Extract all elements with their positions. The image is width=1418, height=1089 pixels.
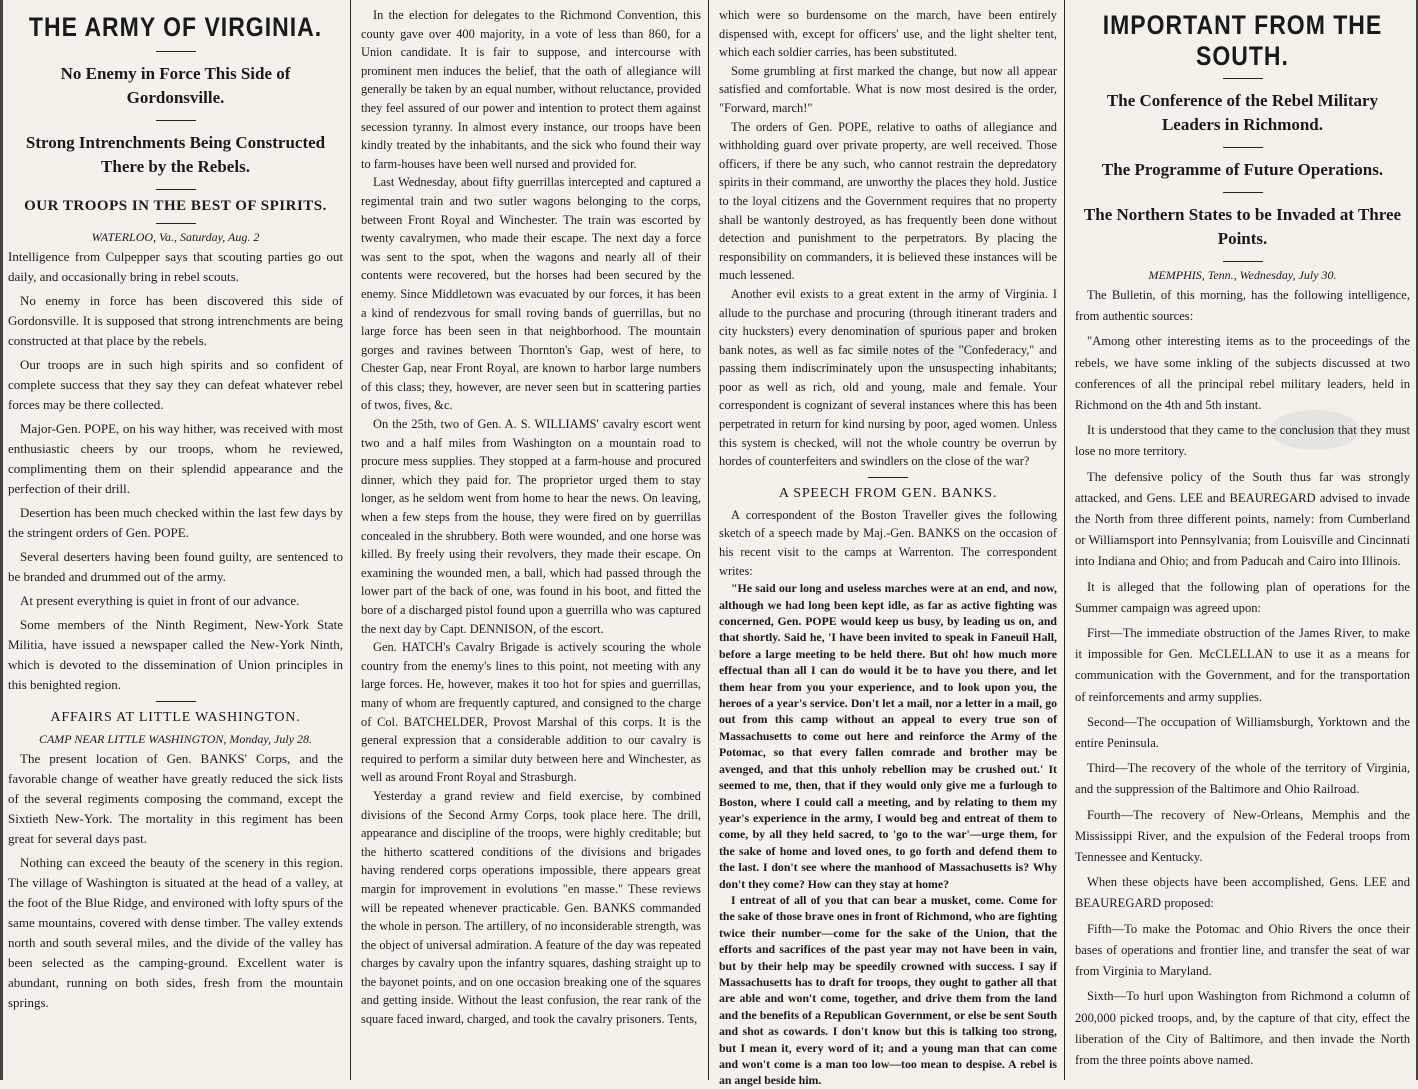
paragraph: At present everything is quiet in front of our advance. [20, 593, 300, 608]
paragraph: The orders of Gen. POPE, relative to oaths of allegiance and withholding guard over private property, are well received. Those officers, if there be any such, who cannot restrain the depredatory spirits in their command, are unworthy the places they hold. Justice to the loyal citizens and the Government requires that no property shall be wantonly destroyed, as has frequently been done without detection and punishment to the perpetrators. By placing the responsibility on commanders, it is believed these instances will be much lessened. [719, 119, 1057, 283]
dateline: MEMPHIS, Tenn., Wednesday, July 30. [1148, 268, 1337, 282]
divider [156, 701, 196, 702]
paragraph: Gen. HATCH's Cavalry Brigade is actively scouring the whole country from the enemy's lines to this point, not meeting with any large forces. He, however, makes it too hot for spies and guerrillas, many of whom are frequently captured, and consigned to the charge of Col. BATCHELDER, Provost Marshal of this corps. It is the general expression that a considerable addition to our cavalry is required to perform a similar duty between here and Winchester, as well as around Front Royal and Strasburgh. [361, 640, 701, 785]
divider [1223, 261, 1263, 262]
paragraph: Nothing can exceed the beauty of the scenery in this region. The village of Washington is situated at the head of a valley, at the foot of the Blue Ridge, and environed with lofty spurs of the same mountains, covered with dense timber. The valley extends north and south several miles, and the divide of the valley has been selected as the camping-ground. Excellent water is abundant, running on both sides, fresh from the mountain springs. [8, 855, 343, 1010]
paragraph: Several deserters having been found guilty, are sentenced to be branded and drummed out of the army. [8, 549, 343, 584]
paragraph: Yesterday a grand review and field exercise, by combined divisions of the Second Army Corps, took place here. The drill, appearance and discipline of the troops, were highly creditable; but the hitherto scattered conditions of the divisions and brigades having rendered corps operations impossible, there appears great margin for improvement in evolutions "en masse." These reviews will be repeated whenever practicable. Gen. BANKS commanded the whole in person. The artillery, of no inconsiderable strength, was the object of universal admiration. A feature of the day was repeated charges by cavalry upon the infantry squares, dashing straight up to the bayonet points, and on one occasion breaking one of the squares and getting inside. Without the least confusion, the rear rank of the square faced inward, charged, and took the cavalry prisoners. Tents, [361, 788, 701, 1027]
column-army-of-virginia [0, 0, 351, 1080]
paragraph: Some grumbling at first marked the change, but now all appear satisfied and comfortable. What is now most desired is the order, "Forward, march!" [719, 63, 1057, 115]
paragraph: It is understood that they came to the conclusion that they must lose no more territory. [1075, 423, 1410, 459]
column-banks-speech [709, 0, 1065, 1088]
dateline: WATERLOO, Va., Saturday, Aug. 2 [91, 230, 260, 244]
column-important-from-south [1065, 0, 1418, 1080]
paragraph: "He said our long and useless marches were at an end, and now, although we had long been kept idle, as far as active fighting was concerned, Gen. POPE would keep us busy, by leading us on, and that shortly. Said he, 'I have been invited to speak in Faneuil Hall, before a large meeting to be held there. But oh! how much more effectual than all I can do would it be to have you there, and let them hear from you your experience, and to look upon you, the heroes of a year's service. Don't let a mail, nor a letter in a mail, go out from this camp without an appeal to every true son of Massachusetts to come out here and reinforce the Army of the Potomac, so that every fallen comrade and brother may be avenged, and that this unholy rebellion may be crushed out.' It seemed to me, then, that if they would only give me a furlough to Boston, where I could call a meeting, and by relating to them my year's experience in the army, I would beg and entreat of them to come, by all they held sacred, to 'go to the war'—urge them, for the sake of home and loved ones, to go forth and defend them to the last. I don't see where the manhood of Massachusetts is? Why don't they come? How can they stay at home? [719, 581, 1057, 891]
paragraph: Third—The recovery of the whole of the territory of Virginia, and the suppression of the Baltimore and Ohio Railroad. [1075, 761, 1410, 797]
divider [1223, 192, 1263, 193]
subheadline: The Conference of the Rebel Military Leaders in Richmond. [1106, 91, 1379, 134]
headline: THE ARMY OF VIRGINIA. [28, 11, 323, 42]
divider [156, 223, 196, 224]
divider [156, 189, 196, 190]
paragraph: Sixth—To hurl upon Washington from Richmond a column of 200,000 picked troops, and, by the capture of that city, effect the liberation of the City of Baltimore, and then invade the North from the three points above named. [1075, 989, 1410, 1067]
column-continued-report [351, 0, 709, 1080]
paragraph: Intelligence from Culpepper says that scouting parties go out daily, and occasionally bring in rebel scouts. [8, 249, 343, 284]
section-title: A SPEECH FROM GEN. BANKS. [778, 485, 998, 501]
paragraph: Second—The occupation of Williamsburgh, Yorktown and the entire Peninsula. [1075, 714, 1410, 751]
headline: IMPORTANT FROM THE SOUTH. [1102, 9, 1383, 71]
paragraph: No enemy in force has been discovered this side of Gordonsville. It is supposed that strong intrenchments are being constructed at that place by the rebels. [8, 293, 343, 348]
paragraph: "Among other interesting items as to the proceedings of the rebels, we have some inkling of the subjects discussed at two conferences of all the principal rebel military leaders, held in Richmond on the 4th and 5th instant. [1075, 334, 1410, 413]
divider [156, 51, 196, 52]
paragraph: A correspondent of the Boston Traveller gives the following sketch of a speech made by Maj.-Gen. BANKS on the occasion of his recent visit to the camps at Warrenton. The correspondent writes: [719, 507, 1057, 578]
paragraph: Major-Gen. POPE, on his way hither, was received with most enthusiastic cheers by our troops, whom he reviewed, complimenting them on their splendid appearance and the perfection of their drill. [8, 421, 343, 496]
paragraph: Desertion has been much checked within the last few days by the stringent orders of Gen. POPE. [8, 505, 343, 540]
paragraph: The Bulletin, of this morning, has the following intelligence, from authentic sources: [1075, 288, 1410, 324]
paragraph: Fifth—To make the Potomac and Ohio Rivers the once their bases of operations and frontier line, and transfer the seat of war from Virginia to Maryland. [1075, 921, 1410, 979]
paragraph: Fourth—The recovery of New-Orleans, Memphis and the Mississippi River, and the expulsion of the Federal troops from Tennessee and Kentucky. [1075, 807, 1410, 865]
paragraph: In the election for delegates to the Richmond Convention, this county gave over 400 majority, in a vote of less than 860, for a Union candidate. It is fair to suppose, and intercourse with prominent men induces the belief, that the oath of allegiance will generally be taken by an equal number, without reluctance, provided they feel assured of our power and intention to protect them against secession tyranny. In almost every instance, our troops have been kindly treated by the inhabitants, and the sick who found their way to farm-houses have been well nursed and provided for. [361, 8, 701, 171]
divider [156, 120, 196, 121]
paragraph: When these objects have been accomplished, Gens. LEE and BEAUREGARD proposed: [1075, 875, 1410, 911]
paragraph: First—The immediate obstruction of the James River, to make it impossible for Gen. McCLELLAN to use it as a means for communication with the Government, and for the transportation of reinforcements and army supplies. [1075, 626, 1410, 704]
paragraph: The present location of Gen. BANKS' Corps, and the favorable change of weather have greatly reduced the sick lists of the several regiments composing the command, except the Sixtieth New-York. The mortality in this regiment has been great for several days past. [8, 751, 343, 846]
paragraph: I entreat of all of you that can bear a musket, come. Come for the sake of those brave ones in front of Richmond, who are fighting twice their number—come for the sake of the Union, that the efforts and sacrifices of the past year may not have been in vain, but by their help may be speedily crowned with success. I say if Massachusetts has to draft for troops, they ought to gather all that are able and won't come, together, and drive them from the land and the benefits of a Republican Government, or else be sent South and shot as cowards. I don't know but this is talking too strong, but I mean it, every word of it; and a young man that can come and won't come is a man too low—too mean to despise. A rebel is an angel beside him. [719, 892, 1057, 1088]
paragraph: Last Wednesday, about fifty guerrillas intercepted and captured a regimental train and two sutler wagons belonging to the corps, between Front Royal and Winchester. The train was escorted by twenty cavalrymen, who made their escape. The next day a force was sent to the spot, when the wagons and nearly all of their contents were recovered, but the horses had been secured by the enemy. Since Middletown was evacuated by our forces, it has been a kind of rendezvous for small roving bands of guerrillas, but no large force has been seen in that neighborhood. The mountain gorges and ravines between Thornton's Gap, west of here, to Chester Gap, near Front Royal, are known to harbor large numbers of this class; they, however, are never seen but in scattering parties of twos, fives, &c. [361, 175, 701, 413]
paragraph: Another evil exists to a great extent in the army of Virginia. I allude to the purchase and procuring (through itinerant traders and city hucksters) every denomination of spurious paper and broken bank notes, as well as fac simile notes of the "Confederacy," and passing them indiscriminately upon the unsuspecting inhabitants; poor as well as rich, old and young, male and female. Your correspondent is cognizant of several instances where this has been perpetrated in return for kind nursing by poor, aged women. Unless this system is checked, will not the whole country be overrun by hordes of counterfeiters and swindlers on the close of the war? [719, 286, 1057, 469]
divider [1223, 147, 1263, 148]
divider [868, 477, 908, 478]
subheadline: The Northern States to be Invaded at Three Points. [1083, 205, 1402, 248]
paragraph: On the 25th, two of Gen. A. S. WILLIAMS' cavalry escort went two and a half miles from Washington on a mountain road to procure mess supplies. They stopped at a farm-house and procured dinner, which they paid for. The proprietor urged them to stay longer, as he seldom went from home to hear the news. On leaving, when a few steps from the house, they were fired on by guerrillas concealed in the shrubbery. Both were wounded, and one horse was killed. By freely using their revolvers, they made their escape. On examining the wounded men, a ball, which had passed through the lower part of the back of one, was found in his boot, and fitted the bore of a discharged pistol found upon a guerrilla who was captured the next day by Capt. DENNISON, of the escort. [361, 417, 701, 636]
subheadline: The Programme of Future Operations. [1101, 160, 1384, 179]
paragraph: Some members of the Ninth Regiment, New-York State Militia, have issued a newspaper called the New-York Ninth, which is devoted to the dissemination of Union principles in this benighted region. [8, 617, 343, 692]
paragraph: The defensive policy of the South thus far was strongly attacked, and Gens. LEE and BEAUREGARD advised to invade the North from three different points, namely: from Cumberland or Williamsport into Pennsylvania; from Louisville and Cincinnati into Indiana and Ohio; and from Paducah and Cairo into Illinois. [1075, 469, 1410, 569]
section-title: AFFAIRS AT LITTLE WASHINGTON. [50, 710, 301, 725]
paragraph: Our troops are in such high spirits and so confident of complete success that they say they can defeat whatever rebel forces may be there collected. [8, 357, 343, 412]
subheadline: No Enemy in Force This Side of Gordonsville. [60, 64, 291, 107]
paragraph: It is alleged that the following plan of operations for the Summer campaign was agreed upon: [1075, 579, 1410, 615]
subheadline: OUR TROOPS IN THE BEST OF SPIRITS. [24, 198, 327, 214]
dateline: CAMP NEAR LITTLE WASHINGTON, Monday, July 28. [38, 732, 313, 746]
subheadline: Strong Intrenchments Being Constructed There by the Rebels. [25, 133, 326, 176]
divider [1223, 78, 1263, 79]
paragraph: which were so burdensome on the march, have been entirely dispensed with, except for officers' use, and the light shelter tent, which each soldier carries, has been substituted. [719, 8, 1057, 60]
